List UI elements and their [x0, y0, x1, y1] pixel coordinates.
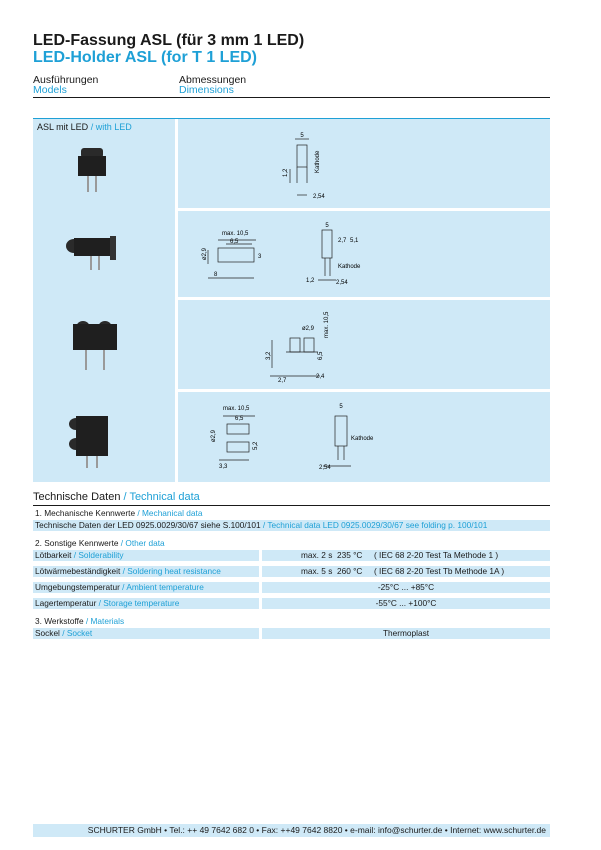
s2-row-1-value: max. 5 s 260 °C ( IEC 68 2-20 Test Tb Methode 1A ): [301, 566, 505, 576]
header-rule: [33, 97, 550, 98]
d2-6-5: 6,5: [230, 239, 239, 245]
d1-left-dim: 1,2: [283, 168, 289, 177]
section-3-title: 3. Werkstoffe / Materials: [35, 616, 125, 626]
d2-8: 8: [214, 272, 218, 278]
d2-phi: ø2,9: [202, 247, 208, 260]
models-header-de: Ausführungen: [33, 74, 99, 86]
s2-row-3-value: -55°C ... +100°C: [375, 598, 437, 608]
d2-3: 3: [258, 254, 262, 260]
footer-contact: SCHURTER GmbH • Tel.: ++ 49 7642 682 0 • Fax: ++49 7642 8820 • e-mail: info@schurter.de • Internet: www.schurter.de: [87, 825, 546, 835]
section-2-title-de: 2. Sonstige Kennwerte: [35, 538, 119, 548]
dimension-panel-1: [178, 119, 550, 208]
footer-bar: [33, 824, 550, 837]
s3-row-0-label: Sockel / Socket: [35, 628, 93, 638]
d2-5: 5: [325, 223, 329, 229]
d4-2-54: 2,54: [319, 465, 331, 471]
d2-max: max. 10,5: [222, 231, 249, 237]
d4-3-3: 3,3: [219, 464, 228, 470]
d2-kathode-label: Kathode: [338, 264, 361, 270]
section-1-row-text: Technische Daten der LED 0925.0029/30/67 siehe S.100/101 / Technical data LED 0925.0029/30/67 see folding p. 100/101: [35, 520, 488, 530]
dimensions-header-de: Abmessungen: [179, 74, 247, 86]
d4-phi: ø2,9: [211, 429, 217, 442]
models-label-en: with LED: [95, 122, 132, 132]
tech-data-rule: [33, 505, 550, 506]
d1-kathode-label: Kathode: [315, 150, 321, 173]
d4-5: 5: [339, 404, 343, 410]
page-title-en: LED-Holder ASL (for T 1 LED): [33, 49, 257, 66]
section-1-title: 1. Mechanische Kennwerte / Mechanical data: [35, 508, 203, 518]
dimension-drawing-4: [205, 398, 375, 476]
d2-5-1: 5,1: [350, 238, 359, 244]
section-1-row-de: Technische Daten der LED 0925.0029/30/67 siehe S.100/101: [35, 520, 261, 530]
tech-data-title-en: Technical data: [129, 491, 200, 503]
section-2-title-en: Other data: [125, 538, 165, 548]
s2-row-0-value: max. 2 s 235 °C ( IEC 68 2-20 Test Ta Methode 1 ): [301, 550, 499, 560]
d3-2-4: 2,4: [316, 374, 325, 380]
models-label-de: ASL mit LED: [37, 122, 89, 132]
dimension-drawing-3: [260, 310, 380, 385]
tech-data-title-de: Technische Daten: [33, 491, 121, 503]
d4-6-5: 6,5: [235, 416, 244, 422]
led-holder-double-vertical-image: [63, 310, 133, 374]
d2-2-54: 2,54: [336, 280, 348, 286]
models-label: ASL mit LED / with LED: [37, 122, 132, 132]
dimension-drawing-2: [200, 220, 380, 292]
s2-row-1-label: Lötwärmebeständigkeit / Soldering heat resistance: [35, 566, 221, 576]
d3-phi: ø2,9: [302, 326, 315, 332]
d3-2-7: 2,7: [278, 378, 287, 384]
section-3-title-en: Materials: [90, 616, 125, 626]
s2-row-2-label: Umgebungstemperatur / Ambient temperature: [35, 582, 204, 592]
d1-bottom-dim: 2,54: [313, 194, 325, 200]
s2-row-3-label: Lagertemperatur / Storage temperature: [35, 598, 180, 608]
page-title-de: LED-Fassung ASL (für 3 mm 1 LED): [33, 32, 305, 49]
d4-max: max. 10,5: [223, 406, 250, 412]
led-holder-vertical-image: [66, 140, 126, 200]
section-2-title: 2. Sonstige Kennwerte / Other data: [35, 538, 165, 548]
d3-3-2: 3,2: [266, 351, 272, 360]
d4-5-2: 5,2: [253, 441, 259, 450]
d4-kathode-label: Kathode: [351, 436, 374, 442]
section-1-title-en: Mechanical data: [142, 508, 203, 518]
led-holder-double-horizontal-image: [60, 408, 130, 472]
models-header-en: Models: [33, 84, 67, 96]
section-1-row-en: Technical data LED 0925.0029/30/67 see folding p. 100/101: [267, 520, 488, 530]
s3-row-0-value: Thermoplast: [382, 628, 430, 638]
section-1-title-de: 1. Mechanische Kennwerte: [35, 508, 136, 518]
led-holder-horizontal-image: [60, 228, 130, 278]
d2-1-2: 1,2: [306, 278, 315, 284]
d3-max: max. 10,5: [324, 311, 330, 338]
s2-row-0-label: Lötbarkeit / Solderability: [35, 550, 124, 560]
d2-2-7: 2,7: [338, 238, 347, 244]
s2-row-2-value: -25°C ... +85°C: [377, 582, 435, 592]
d1-top-dim: 5: [300, 133, 304, 139]
d3-6-5: 6,5: [318, 351, 324, 360]
dimension-drawing-1: [275, 125, 355, 205]
dimensions-header-en: Dimensions: [179, 84, 234, 96]
tech-data-title: Technische Daten / Technical data: [33, 491, 200, 503]
section-3-title-de: 3. Werkstoffe: [35, 616, 84, 626]
